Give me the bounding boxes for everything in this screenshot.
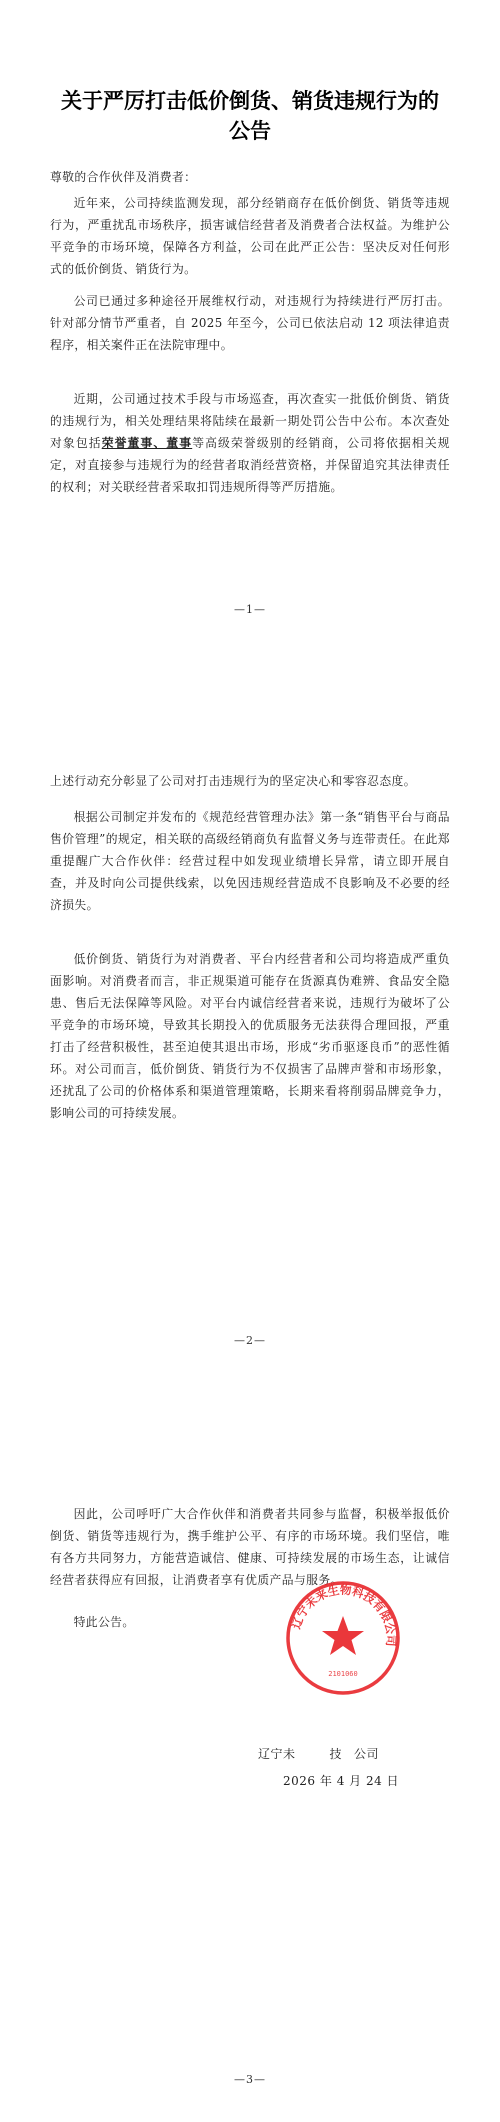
signature-date: 2026 年 4 月 24 日 — [283, 1774, 400, 1788]
closing-statement: 特此公告。 — [73, 1615, 135, 1629]
page-2-body — [50, 770, 450, 1124]
paragraph-4: 上述行动充分彰显了公司对打击违规行为的坚定决心和零容忍态度。 — [50, 774, 416, 788]
page-1-body — [50, 166, 450, 498]
title-line-2: 公告 — [229, 118, 271, 144]
page-number-1: —1— — [234, 603, 266, 616]
title-line-1: 关于严厉打击低价倒货、销货违规行为的 — [61, 88, 439, 113]
paragraph-2: 公司已通过多种途径开展维权行动，对违规行为持续进行严厉打击。针对部分情节严重者，自 2025 年至今，公司已依法启动 12 项法律追责程序，相关案件正在法院审理中。 — [50, 294, 450, 352]
signature-company: 辽宁未 技 公司 — [258, 1747, 380, 1761]
paragraph-3 — [50, 388, 450, 498]
paragraph-5: 根据公司制定并发布的《规范经营管理办法》第一条“销售平台与商品售价管理”的规定，相关联的高级经销商负有监督义务与连带责任。在此郑重提醒广大合作伙伴：经营过程中如发现业绩增长异常，请立即开展自查，并及时向公司提供线索，以免因违规经营造成不良影响及不必要的经济损失。 — [50, 810, 450, 912]
seal-star — [322, 1616, 364, 1655]
greeting: 尊敬的合作伙伴及消费者： — [50, 170, 197, 184]
page-title — [40, 86, 460, 147]
paragraph-6: 低价倒货、销货行为对消费者、平台内经营者和公司均将造成严重负面影响。对消费者而言，非正规渠道可能存在货源真伪难辨、食品安全隐患、售后无法保障等风险。对平台内诚信经营者来说，违规行为破坏了公平竞争的市场环境，导致其长期投入的优质服务无法获得合理回报，严重打击了经营积极性，甚至迫使其退出市场，形成“劣币驱逐良币”的恶性循环。对公司而言，低价倒货、销货行为不仅损害了品牌声誉和市场形象，还扰乱了公司的价格体系和渠道管理策略，长期来看将削弱品牌竞争力，影响公司的可持续发展。 — [50, 952, 450, 1120]
paragraph-1: 近年来，公司持续监测发现，部分经销商存在低价倒货、销货等违规行为，严重扰乱市场秩序，损害诚信经营者及消费者合法权益。为维护公平竞争的市场环境，保障各方利益，公司在此严正公告：坚决反对任何形式的低价倒货、销货行为。 — [50, 196, 450, 276]
paragraph-3-part-b: 等高级荣誉级别的经销商，公司将依据相关规定，对直接参与违规行为的经营者取消经营资格，并保留追究其法律责任的权利；对关联经营者采取扣罚违规所得等严厉措施。 — [50, 436, 450, 494]
svg-text:2101060: 2101060 — [328, 1670, 358, 1678]
paragraph-3-part-a: 近期，公司通过技术手段与市场巡查，再次查实一批低价倒货、销货的违规行为，相关处理结果将陆续在最新一期处罚公告中公布。本次查处对象包括 — [50, 392, 450, 450]
paragraph-7: 因此，公司呼吁广大合作伙伴和消费者共同参与监督，积极举报低价倒货、销货等违规行为，携手维护公平、有序的市场环境。我们坚信，唯有各方共同努力，方能营造诚信、健康、可持续发展的市场生态，让诚信经营者获得应有回报，让消费者享有优质产品与服务。 — [50, 1507, 450, 1587]
svg-text:辽宁未来生物科技有限公司: 辽宁未来生物科技有限公司 — [288, 1582, 399, 1647]
page-number-2: —2— — [234, 1334, 266, 1347]
highlighted-dealer-levels: 荣誉董事、董事 — [101, 436, 193, 450]
page-number-3: —3— — [234, 2073, 266, 2086]
company-seal — [285, 1580, 401, 1696]
